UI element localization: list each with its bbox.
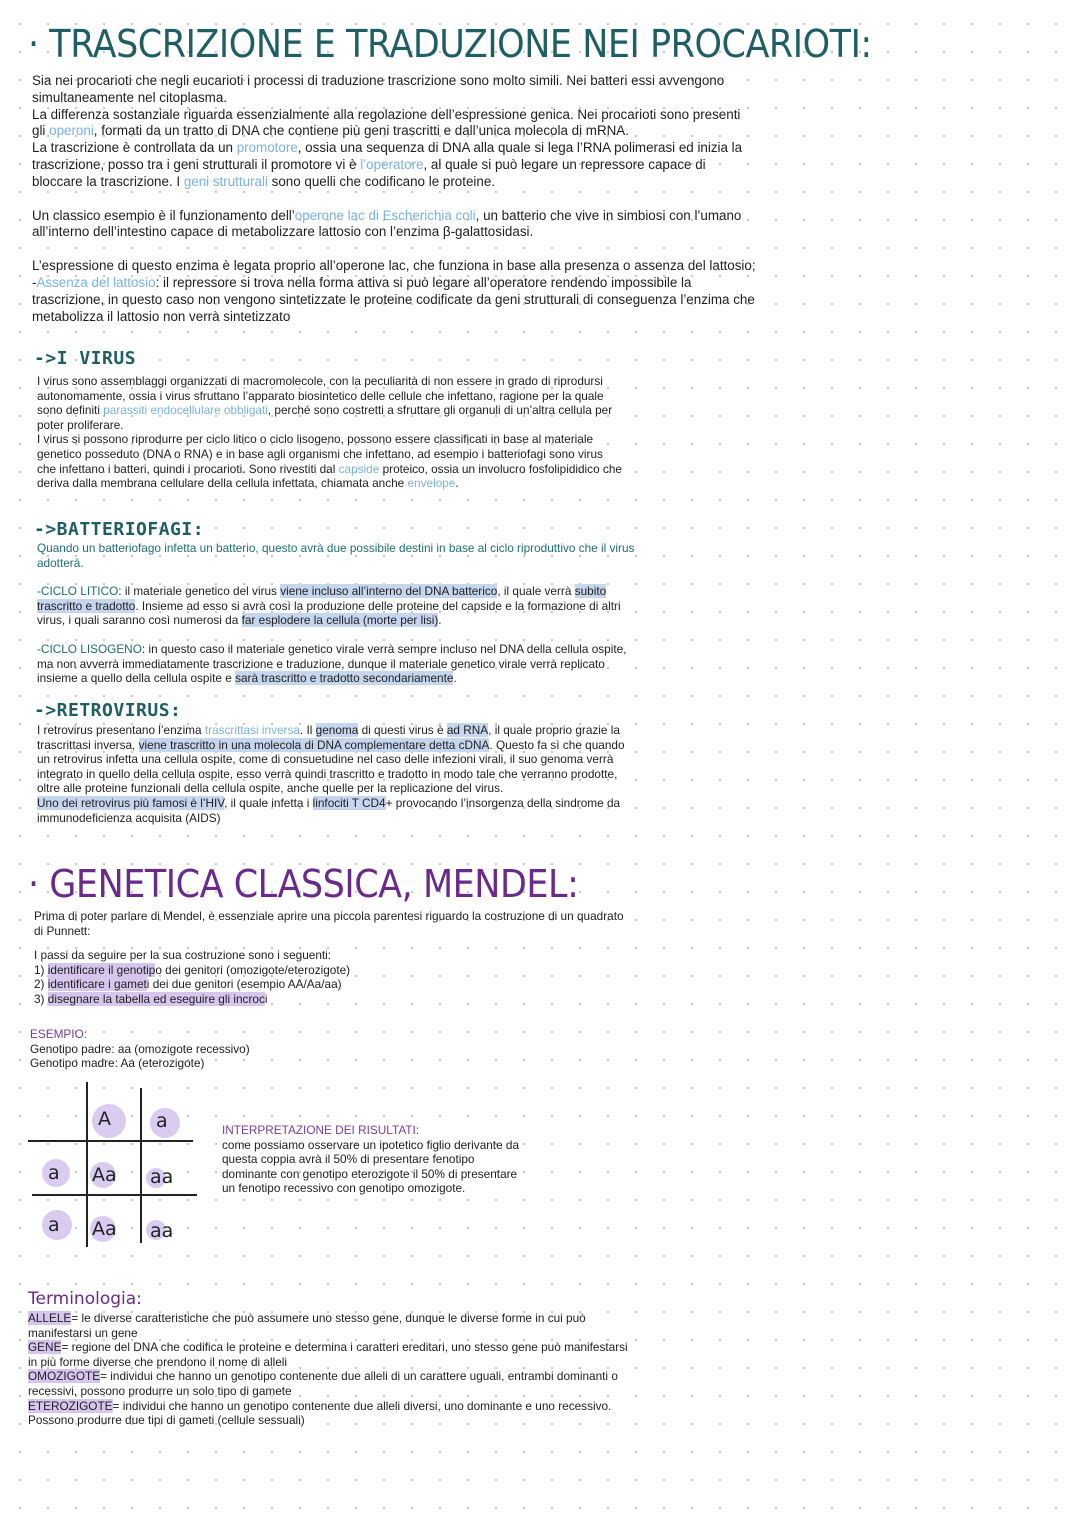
section-title-trascrizione: · TRASCRIZIONE E TRADUZIONE NEI PROCARIOTI: [28,22,872,66]
punnett-cell: Aa [92,1164,117,1186]
paragraph: Uno dei retrovirus più famosi è l’HIV, il quale infetta i linfociti T CD4+ provocando l’insorgenza della sindrome da immunodeficienza acquisita (AIDS) [37,795,621,825]
mendel-body [34,909,634,1007]
term-gene: GENE= regione del DNA che codifica le proteine e determina i caratteri ereditari, uno stesso gene può manifestarsi in più forme diverse che prendono il nome di alleli [28,1340,628,1369]
term-promotore: promotore [236,140,298,156]
esempio-block [30,1027,430,1071]
paragraph-ciclo-litico: -CICLO LITICO: il materiale genetico del virus viene incluso all’interno del DNA batterico, il quale verrà subito trascritto e tradotto. Insieme ad esso si avrà così la produzione delle proteine del capside e la formazione di altri virus, i quali saranno così numerosi da far esplodere la cellula (morte per lisi). [37,584,621,628]
virus-body [37,374,622,491]
beta-symbol: β [442,224,451,240]
term-omozigote: OMOZIGOTE= individui che hanno un genotipo contenente due alleli di un carattere uguali, entrambi dominanti o recessivi, possono produrre un solo tipo di gamete [28,1369,618,1398]
term-parassiti: parassiti endocellulare obbligati [103,403,268,418]
interpretazione-block [222,1123,527,1196]
paragraph: Sia nei procarioti che negli eucarioti i processi di traduzione trascrizione sono molto simili. Nei batteri essi avvengono simultaneamente nel citoplasma. [32,73,725,105]
term-operatore: l’operatore [360,156,424,172]
term-geni-strutturali: geni strutturali [183,173,268,189]
paragraph: I virus si possono riprodurre per ciclo litico o ciclo lisogeno, possono essere classificati in base al materiale genetico posseduto (DNA o RNA) e in base agli organismi che infettano, ad esempio i batteriofagi sono virus che infettano i batteri, quindi i procarioti. Sono rivestiti dal capside proteico, ossia un involucro fosfolipididico che deriva dalla membrana cellulare della cellula infettata, chiamata anche envelope. [37,432,622,491]
heading-batteriofagi: ->BATTERIOFAGI: [34,519,205,540]
retrovirus-body [37,723,627,825]
term-envelope: envelope [407,476,456,491]
paragraph: Un classico esempio è il funzionamento dell’operone lac di Escherichia coli, un batterio che vive in simbiosi con l’umano all’interno dell’intestino capace di metabolizzare lattosio con l’enzima β-galattosidasi. [32,207,742,240]
batteriofagi-body [37,541,637,686]
punnett-cell: aa [150,1166,174,1188]
term-assenza-lattosio: Assenza del lattosio [36,274,156,290]
punnett-cell: aa [150,1220,174,1242]
esempio-label: ESEMPIO: [30,1027,88,1041]
term-operone-lac: operone lac di Escherichia coli [294,207,476,223]
paragraph: I virus sono assemblaggi organizzati di macromolecole, con la peculiarità di non essere in grado di riprodursi autonomamente, ossia i virus sfruttano l’apparato biosintetico delle cellule che infettano, ragione per la quale sono definiti parassiti endocellulare obbligati, perché sono costretti a sfruttare gli organuli di un’altra cellula per poter proliferare. [37,374,613,432]
step-3: 3) disegnare la tabella ed eseguire gli incroci [34,991,268,1006]
paragraph: La trascrizione è controllata da un promotore, ossia una sequenza di DNA alla quale si lega l’RNA polimerasi ed inizia la trascrizione, posso tra i geni strutturali il promotore vi è l’operatore, al quale si può legare un repressore capace di bloccare la trascrizione. I geni strutturali sono quelli che codificano le proteine. [32,140,743,189]
heading-virus: ->I VIRUS [34,348,137,369]
paragraph: La differenza sostanziale riguarda essenzialmente alla regolazione dell’espressione genica. Nei procarioti sono presenti gli operoni, formati da un tratto di DNA che contiene più geni trascritti e dall’unica molecola di mRNA. [32,106,741,139]
term-capside: capside [338,461,380,476]
punnett-cell: Aa [92,1218,117,1240]
term-eterozigote: ETEROZIGOTE= individui che hanno un genotipo contenente due alleli diversi, uno dominante e uno recessivo. Possono produrre due tipi di gameti (cellule sessuali) [28,1398,612,1428]
heading-retrovirus: ->RETROVIRUS: [34,700,182,721]
section-trascrizione-body [32,73,757,325]
paragraph-ciclo-lisogeno: -CICLO LISOGENO: in questo caso il materiale genetico virale verrà sempre incluso nel DNA della cellula ospite, ma non avverrà immediatamente trascrizione e traduzione, dunque il materiale genetico virale verrà replicato insieme a quello della cellula ospite e sarà trascritto e tradotto secondariamente. [37,641,627,686]
term-trascrittasi: trascrittasi inversa [204,723,300,737]
interpretazione-text: come possiamo osservare un ipotetico figlio derivante da questa coppia avrà il 50% di presentare fenotipo dominante con genotipo eterozigote il 50% di presentare un fenotipo recessivo con genotipo omozigote. [222,1137,520,1196]
terminologia-title: Terminologia: [28,1289,142,1309]
term-allele: ALLELE= le diverse caratteristiche che può assumere uno stesso gene, dunque le diverse forme in cui può manifestarsi un gene [28,1311,586,1340]
punnett-row-2: a [48,1214,60,1236]
genotipo-madre: Genotipo madre: Aa (eterozigote) [30,1056,205,1071]
term-operoni: operoni [49,123,94,139]
paragraph: -Assenza del lattosio: il repressore si trova nella forma attiva si può legare all’operatore rendendo impossibile la trascrizione, in questo caso non vengono sintetizzate le proteine codificate da geni strutturali di conseguenza l’enzima che metabolizza il lattosio non verrà sintetizzato [32,274,755,324]
punnett-square [28,1082,208,1252]
genotipo-padre: Genotipo padre: aa (omozigote recessivo) [30,1041,250,1056]
paragraph: Quando un batteriofago infetta un batterio, questo avrà due possibile destini in base al ciclo riproduttivo che il virus adotterà. [37,541,635,570]
punnett-row-1: a [48,1162,60,1184]
terminologia-body [28,1311,628,1428]
step-1: 1) identificare il genotipo dei genitori (omozigote/eterozigote) [34,962,351,977]
punnett-col-2: a [156,1110,168,1132]
step-2: 2) identificare i gameti dei due genitori (esempio AA/Aa/aa) [34,977,342,992]
section-title-mendel: · GENETICA CLASSICA, MENDEL: [28,862,579,906]
interpretazione-title: INTERPRETAZIONE DEI RISULTATI: [222,1123,420,1137]
punnett-col-1: A [98,1108,111,1130]
paragraph: L’espressione di questo enzima è legata proprio all’operone lac, che funziona in base alla presenza o assenza del lattosio; [32,258,756,274]
paragraph: I retrovirus presentano l’enzima trascrittasi inversa. Il genoma di questi virus è ad RNA, il quale proprio grazie la trascrittasi inversa, viene trascritto in una molecola di DNA complementare detta cDNA. Questo fa sì che quando un retrovirus infetta una cellula ospite, come di consuetudine nel caso delle infezioni virali, il suo genoma verrà integrato in quello della cellula ospite, esso verrà quindi trascritto e tradotto in modo tale che verranno prodotte, oltre alle proteine funzionali della cellula ospite, anche quelle per la replicazione del virus. [37,723,625,796]
paragraph: Prima di poter parlare di Mendel, è essenziale aprire una piccola parentesi riguardo la costruzione di un quadrato di Punnett: [34,909,624,938]
steps-intro: I passi da seguire per la sua costruzione sono i seguenti: [34,948,332,963]
